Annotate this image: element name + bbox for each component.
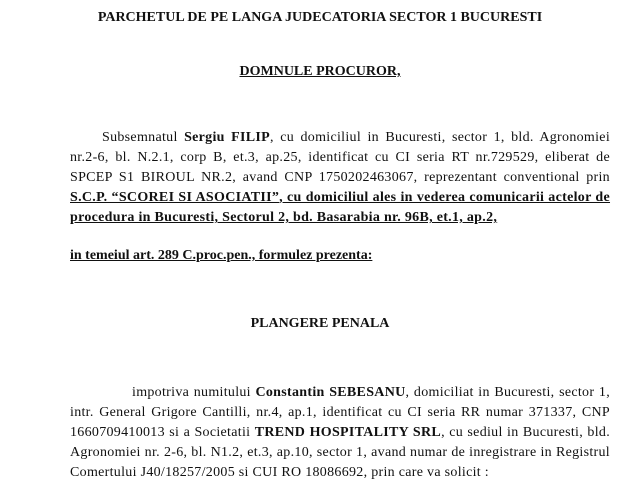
elected-domicile: , cu domiciliul ales in vederea comunicarii actelor de procedura in Bucuresti, Sectorul 2, bd. Basarabia nr. 96B, et.1, ap.2, bbox=[70, 190, 611, 225]
respondent-paragraph bbox=[70, 383, 610, 483]
complainant-paragraph bbox=[70, 128, 610, 228]
company-name: TREND HOSPITALITY SRL bbox=[254, 425, 442, 440]
text-segment: impotriva numitului bbox=[132, 385, 256, 400]
respondent-last-name: SEBESANU bbox=[324, 385, 406, 400]
addressee-heading: DOMNULE PROCUROR, bbox=[239, 64, 401, 79]
complaint-title: PLANGERE PENALA bbox=[250, 316, 390, 331]
law-firm-name: S.C.P. “SCOREI SI ASOCIATII” bbox=[70, 190, 280, 205]
text-segment: , cu sediul in Bucuresti, bld. Agronomiei nr. 2-6, bl. N1.2, et.3, ap.10, sector 1, avand numar de inregistrare in Registrul Comertului J40/18257/2005 si CUI RO 18086692, prin care va solicit : bbox=[70, 425, 611, 480]
court-header: PARCHETUL DE PE LANGA JUDECATORIA SECTOR 1 BUCURESTI bbox=[97, 10, 543, 25]
text-segment: , domiciliat in Bucuresti, sector 1, intr. General Grigore Cantilli, nr.4, ap.1, identificat cu CI seria RR numar 371337, CNP 1660709410013 si a Societatii bbox=[70, 385, 610, 440]
text-segment: Subsemnatul bbox=[102, 130, 185, 145]
complainant-last-name: FILIP bbox=[224, 130, 271, 145]
text-segment: , cu domiciliul in Bucuresti, sector 1, bld. Agronomiei nr.2-6, bl. N.2.1, corp B, et.3, ap.25, identificat cu CI seria RT nr.729529, eliberat de SPCEP S1 BIROUL NR.2, avand CNP 1750202463067, reprezentant conventional prin bbox=[70, 130, 611, 185]
legal-basis-line: in temeiul art. 289 C.proc.pen., formulez prezenta: bbox=[70, 248, 373, 263]
respondent-first-name: Constantin bbox=[255, 385, 325, 400]
complainant-first-name: Sergiu bbox=[184, 130, 225, 145]
